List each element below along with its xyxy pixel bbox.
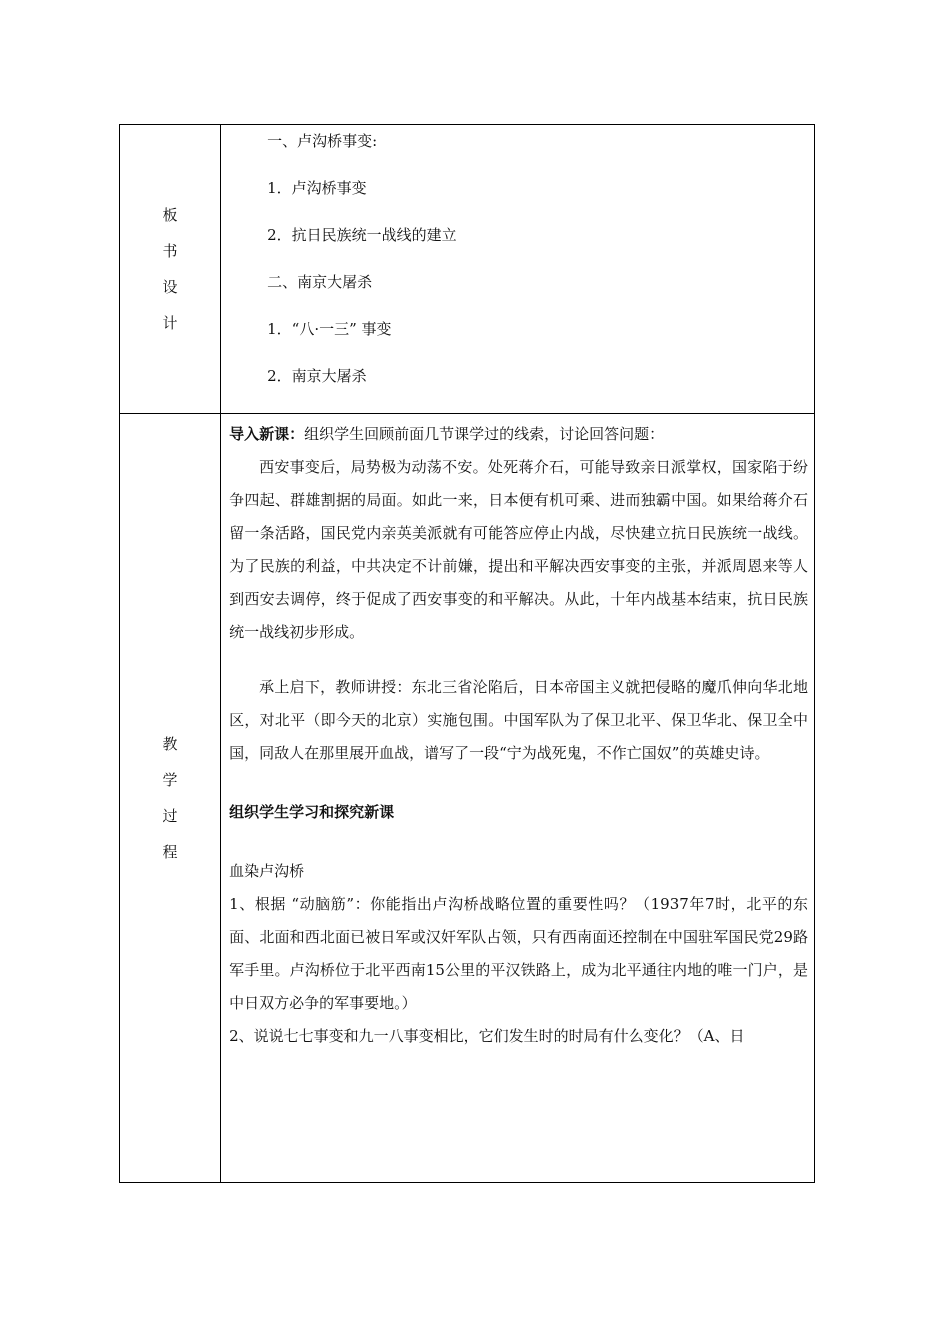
- teaching-process-content-cell: [221, 414, 815, 1183]
- board-line-section-2: 二、南京大屠杀: [267, 273, 373, 291]
- teaching-process-body: [221, 414, 814, 1053]
- intro-text: 组织学生回顾前面几节课学过的线索，讨论回答问题：: [304, 425, 665, 443]
- paragraph-transition: 承上启下，教师讲授：东北三省沦陷后，日本帝国主义就把侵略的魔爪伸向华北地区，对北平（即今天的北京）实施包围。中国军队为了保卫北平、保卫华北、保卫全中国，同敌人在那里展开血战，谱写了一段“宁为战死鬼，不作亡国奴”的英雄史诗。: [229, 678, 808, 762]
- intro-label: 导入新课：: [229, 425, 305, 443]
- question-1: 1、根据 “动脑筋”：你能指出卢沟桥战略位置的重要性吗？（1937年7时，北平的东面、北面和西北面已被日军或汉奸军队占领，只有西南面还控制在中国驻军国民党29路军手里。卢沟桥位于北平西南15公里的平汉铁路上，成为北平通往内地的唯一门户，是中日双方必争的军事要地。）: [229, 895, 808, 1012]
- board-line-item-1-1: 1．卢沟桥事变: [267, 179, 367, 197]
- board-design-label: 板书设计: [162, 206, 178, 332]
- lesson-plan-table: [119, 124, 815, 1183]
- board-line-item-2-1: 1．“八·一三” 事变: [267, 320, 392, 338]
- board-line-item-2-2: 2．南京大屠杀: [267, 367, 367, 385]
- question-2: 2、说说七七事变和九一八事变相比，它们发生时的时局有什么变化？（A、日: [229, 1027, 745, 1045]
- paragraph-spacer: [229, 770, 808, 796]
- section-heading: 组织学生学习和探究新课: [229, 803, 395, 821]
- board-design-row: [120, 125, 815, 414]
- paragraph-spacer: [229, 649, 808, 671]
- intro-line: [229, 418, 808, 451]
- board-line-item-1-2: 2．抗日民族统一战线的建立: [267, 226, 457, 244]
- teaching-process-row: [120, 414, 815, 1183]
- board-design-label-cell: [120, 125, 221, 414]
- subtitle-lugou-bridge: 血染卢沟桥: [229, 862, 305, 880]
- teaching-process-label: 教学过程: [162, 735, 178, 861]
- teaching-process-label-cell: [120, 414, 221, 1183]
- board-design-content-cell: [221, 125, 815, 414]
- board-outline: [221, 125, 814, 413]
- board-line-section-1: 一、卢沟桥事变:: [267, 132, 378, 150]
- paragraph-xian-incident: 西安事变后，局势极为动荡不安。处死蒋介石，可能导致亲日派掌权，国家陷于纷争四起、群雄割据的局面。如此一来，日本便有机可乘、进而独霸中国。如果给蒋介石留一条活路，国民党内亲英美派就有可能答应停止内战，尽快建立抗日民族统一战线。为了民族的利益，中共决定不计前嫌，提出和平解决西安事变的主张，并派周恩来等人到西安去调停，终于促成了西安事变的和平解决。从此，十年内战基本结束，抗日民族统一战线初步形成。: [229, 458, 808, 641]
- paragraph-spacer: [229, 829, 808, 855]
